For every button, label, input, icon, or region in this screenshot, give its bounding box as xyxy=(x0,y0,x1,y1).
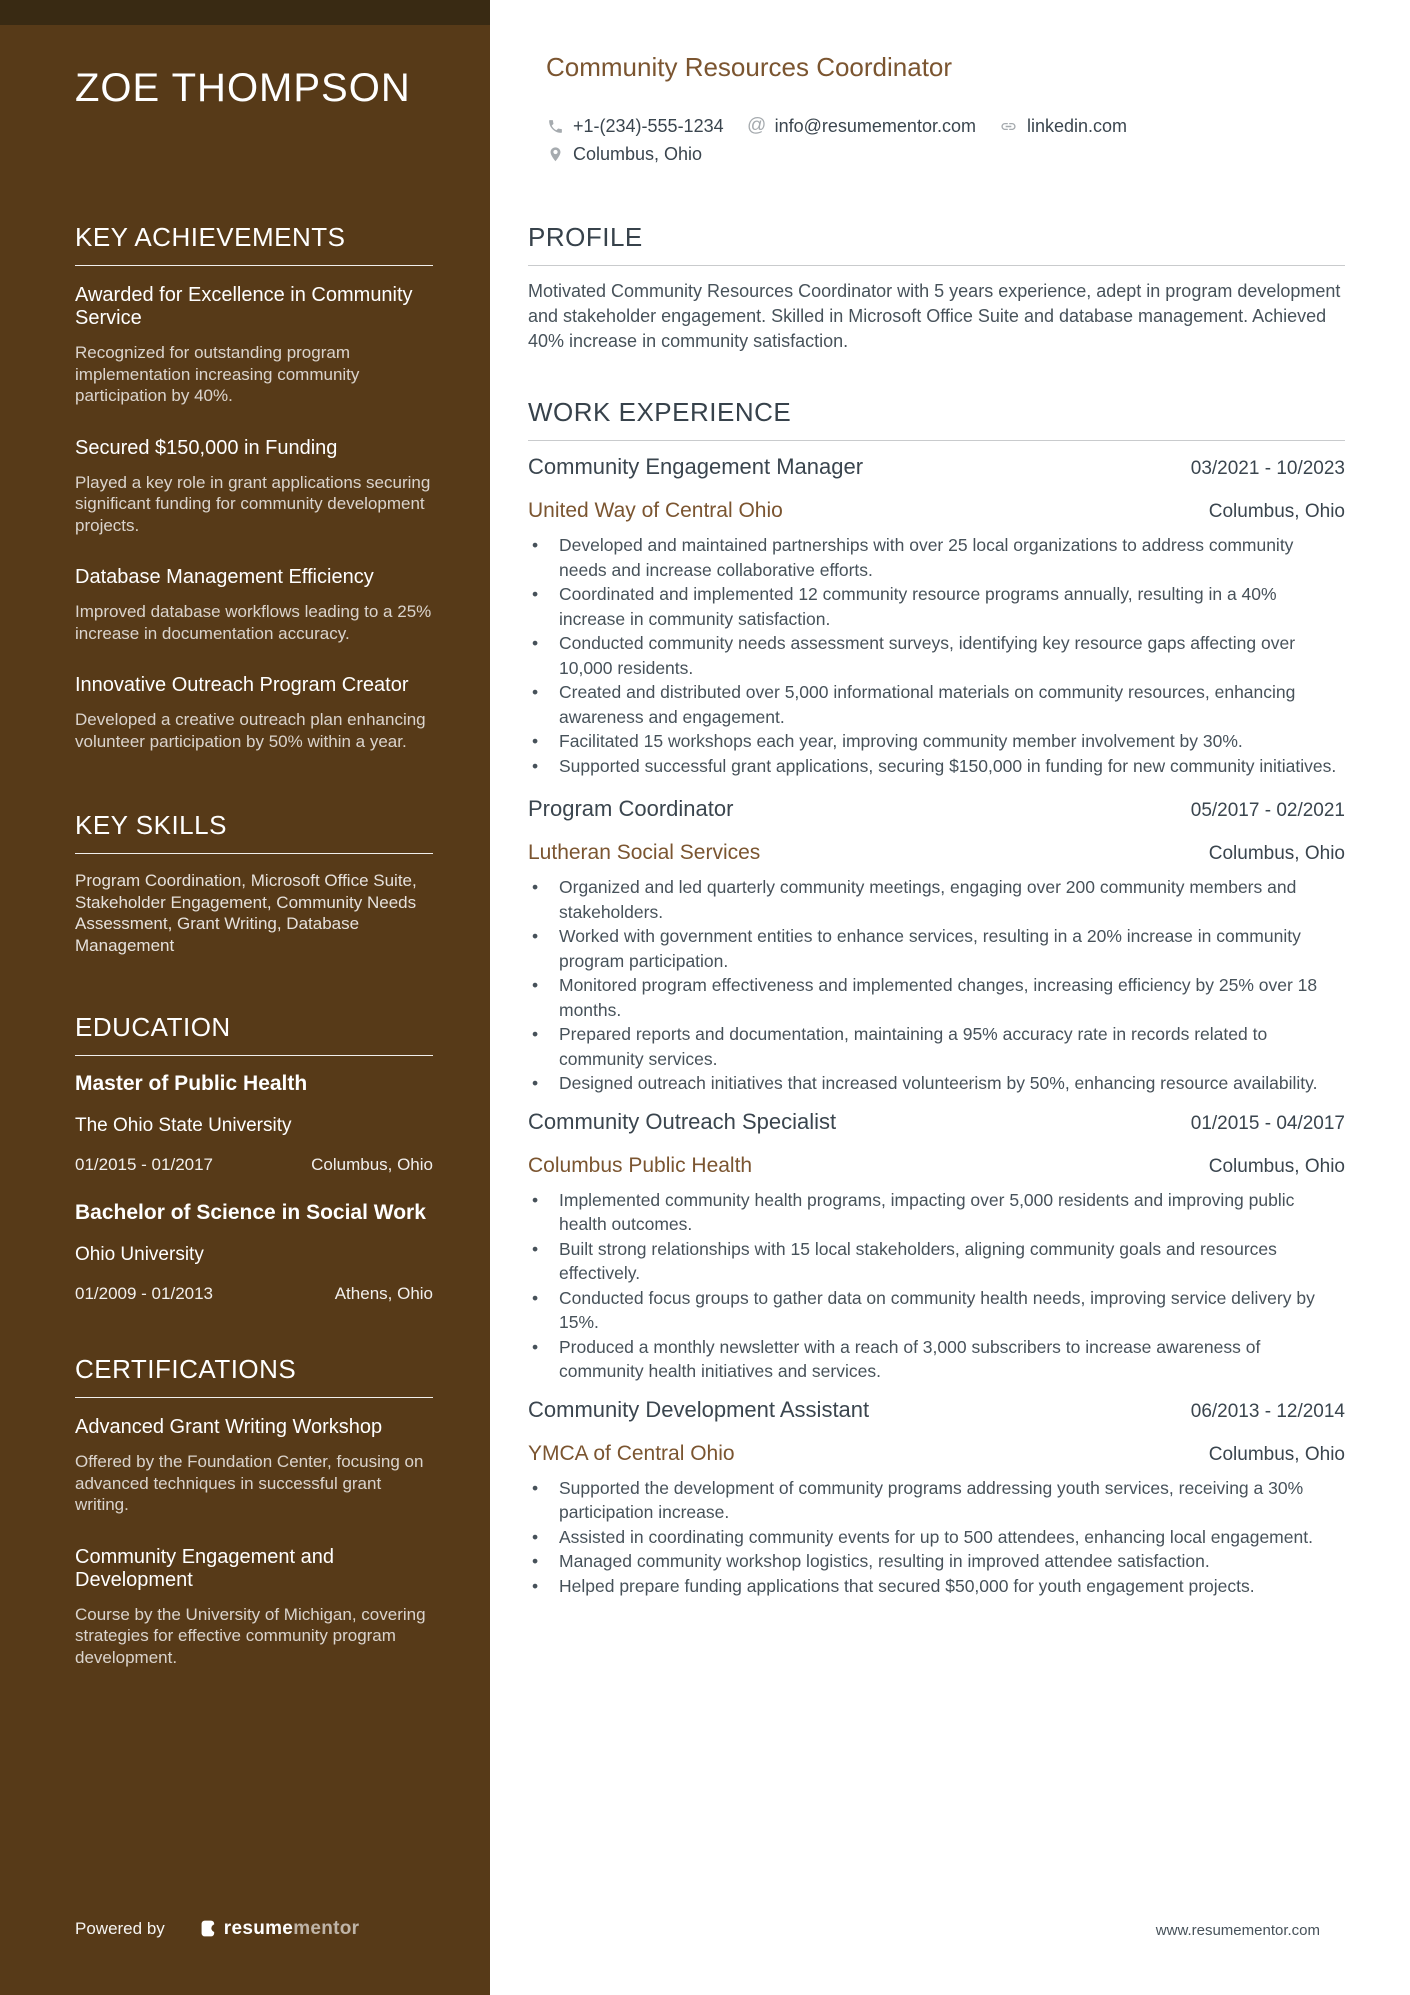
job-company: YMCA of Central Ohio xyxy=(528,1441,735,1465)
certification-title: Advanced Grant Writing Workshop xyxy=(75,1416,383,1438)
linkedin-handle: linkedin.com xyxy=(1026,116,1128,136)
job-company: Columbus Public Health xyxy=(528,1153,753,1177)
achievement-body: Played a key role in grant applications securing significant funding for community development projects. xyxy=(75,472,431,535)
job-location: Columbus, Ohio xyxy=(1208,1443,1345,1465)
email-contact[interactable] xyxy=(748,114,976,138)
achievement-title: Awarded for Excellence in Community Service xyxy=(75,284,413,329)
powered-by-footer xyxy=(75,1915,359,1942)
job-bullet: • Conducted community needs assessment surveys, identifying key resource gaps affecting over 10,000 residents. xyxy=(528,631,1345,680)
resumementor-logo-icon xyxy=(198,1915,220,1942)
certification-item xyxy=(75,1546,433,1669)
job-bullet-list xyxy=(528,533,1345,778)
key-skills-heading: KEY SKILLS xyxy=(75,810,227,840)
job-bullet-list xyxy=(528,875,1345,1096)
achievement-title: Database Management Efficiency xyxy=(75,566,374,588)
section-divider xyxy=(75,265,433,266)
job-entry xyxy=(528,1396,1345,1599)
job-bullet: • Worked with government entities to enhance services, resulting in a 20% increase in community program participation. xyxy=(528,924,1345,973)
job-bullet: • Organized and led quarterly community meetings, engaging over 200 community members and stakeholders. xyxy=(528,875,1345,924)
job-entry xyxy=(528,1108,1345,1384)
job-title: Community Engagement Manager xyxy=(528,454,864,479)
phone-number: +1-(234)-555-1234 xyxy=(573,116,724,136)
certifications-section xyxy=(75,1354,433,1668)
job-bullet: • Implemented community health programs, impacting over 5,000 residents and improving public health outcomes. xyxy=(528,1188,1345,1237)
degree-dates: 01/2015 - 01/2017 xyxy=(75,1155,214,1174)
linkedin-contact[interactable] xyxy=(1000,114,1127,138)
job-dates: 05/2017 - 02/2021 xyxy=(1190,800,1345,821)
job-bullet-list xyxy=(528,1476,1345,1599)
job-title: Community Development Assistant xyxy=(528,1396,870,1422)
profile-section xyxy=(528,222,1345,354)
phone-contact[interactable] xyxy=(546,114,724,138)
degree-location: Columbus, Ohio xyxy=(311,1155,433,1174)
job-title: Community Outreach Specialist xyxy=(528,1108,837,1134)
degree-school: Ohio University xyxy=(75,1244,204,1265)
job-bullet: • Created and distributed over 5,000 informational materials on community resources, enhancing awareness and engagement. xyxy=(528,680,1345,729)
job-dates: 01/2015 - 04/2017 xyxy=(1190,1112,1345,1134)
phone-icon xyxy=(546,117,564,135)
profile-heading: PROFILE xyxy=(528,222,643,252)
key-achievements-section xyxy=(75,222,433,752)
achievement-title: Secured $150,000 in Funding xyxy=(75,436,338,459)
job-bullet: • Built strong relationships with 15 local stakeholders, aligning community goals and resources effectively. xyxy=(528,1237,1345,1286)
location-text: Columbus, Ohio xyxy=(573,144,703,164)
section-divider xyxy=(528,265,1345,266)
degree-location: Athens, Ohio xyxy=(334,1284,433,1303)
resume-main xyxy=(490,0,1410,1995)
person-name: ZOE THOMPSON xyxy=(75,66,411,110)
achievement-body: Developed a creative outreach plan enhancing volunteer participation by 50% within a year. xyxy=(75,710,426,751)
resume-header xyxy=(546,52,1345,166)
job-bullet: • Coordinated and implemented 12 community resource programs annually, resulting in a 40% increase in community satisfaction. xyxy=(528,582,1345,631)
link-icon xyxy=(1000,117,1018,135)
location-pin-icon xyxy=(546,145,564,163)
job-company: Lutheran Social Services xyxy=(528,841,761,864)
achievement-item xyxy=(75,284,433,407)
degree-title: Master of Public Health xyxy=(75,1072,308,1095)
job-bullet: • Facilitated 15 workshops each year, improving community member involvement by 30%. xyxy=(528,729,1345,754)
achievement-body: Improved database workflows leading to a 25% increase in documentation accuracy. xyxy=(75,602,432,643)
contact-row xyxy=(546,114,1345,138)
job-dates: 03/2021 - 10/2023 xyxy=(1190,458,1345,479)
achievement-body: Recognized for outstanding program implementation increasing community participation by 40%. xyxy=(75,343,360,405)
job-location: Columbus, Ohio xyxy=(1208,843,1345,864)
job-bullet: • Designed outreach initiatives that increased volunteerism by 50%, enhancing resource availability. xyxy=(528,1071,1345,1096)
job-bullet: • Developed and maintained partnerships with over 25 local organizations to address community needs and increase collaborative efforts. xyxy=(528,533,1345,582)
job-bullet: • Produced a monthly newsletter with a reach of 3,000 subscribers to increase awareness of community health initiatives and services. xyxy=(528,1335,1345,1384)
job-bullet: • Assisted in coordinating community events for up to 500 attendees, enhancing local engagement. xyxy=(528,1525,1345,1550)
certification-item xyxy=(75,1416,433,1516)
section-divider xyxy=(75,1397,433,1398)
certification-body: Offered by the Foundation Center, focusing on advanced techniques in successful grant writing. xyxy=(75,1452,424,1514)
job-location: Columbus, Ohio xyxy=(1208,501,1345,522)
job-bullet: • Supported successful grant applications, securing $150,000 in funding for new community initiatives. xyxy=(528,754,1345,779)
job-company: United Way of Central Ohio xyxy=(528,499,783,522)
job-bullet: • Managed community workshop logistics, resulting in improved attendee satisfaction. xyxy=(528,1549,1345,1574)
key-skills-section xyxy=(75,810,433,956)
key-achievements-heading: KEY ACHIEVEMENTS xyxy=(75,222,346,252)
degree-title: Bachelor of Science in Social Work xyxy=(75,1201,426,1224)
job-bullet: • Supported the development of community programs addressing youth services, receiving a 30% participation increase. xyxy=(528,1476,1345,1525)
achievement-item xyxy=(75,437,433,537)
contact-row xyxy=(546,142,1345,166)
job-title: Program Coordinator xyxy=(528,796,734,821)
education-heading: EDUCATION xyxy=(75,1012,231,1042)
resumementor-wordmark xyxy=(224,1918,360,1940)
job-bullet: • Prepared reports and documentation, maintaining a 95% accuracy rate in records related to community services. xyxy=(528,1022,1345,1071)
achievement-item xyxy=(75,674,433,752)
resumementor-logo[interactable] xyxy=(198,1915,360,1942)
work-experience-section xyxy=(528,397,1345,1598)
degree-item xyxy=(75,1071,433,1175)
sidebar xyxy=(0,0,490,1995)
work-experience-heading: WORK EXPERIENCE xyxy=(528,397,792,427)
education-section xyxy=(75,1012,433,1304)
degree-item xyxy=(75,1200,433,1304)
brand-bold: resume xyxy=(223,1917,294,1939)
certification-title: Community Engagement and Development xyxy=(75,1545,335,1591)
job-bullet-list xyxy=(528,1188,1345,1384)
section-divider xyxy=(528,440,1345,441)
powered-by-label: Powered by xyxy=(75,1918,165,1938)
person-job-title: Community Resources Coordinator xyxy=(546,52,953,82)
job-bullet: • Monitored program effectiveness and implemented changes, increasing efficiency by 25% over 18 months. xyxy=(528,973,1345,1022)
certification-body: Course by the University of Michigan, covering strategies for effective community program development. xyxy=(75,1604,426,1667)
profile-text: Motivated Community Resources Coordinator with 5 years experience, adept in program development and stakeholder engagement. Skilled in Microsoft Office Suite and database management. Achieved 40% increase in community satisfaction. xyxy=(528,281,1341,351)
job-dates: 06/2013 - 12/2014 xyxy=(1190,1400,1345,1422)
skills-list: Program Coordination, Microsoft Office Suite, Stakeholder Engagement, Community Needs Assessment, Grant Writing, Database Management xyxy=(75,871,417,955)
degree-school: The Ohio State University xyxy=(75,1115,292,1136)
job-entry xyxy=(528,795,1345,1096)
job-bullet: • Conducted focus groups to gather data on community health needs, improving service delivery by 15%. xyxy=(528,1286,1345,1335)
website-link[interactable]: www.resumementor.com xyxy=(1155,1922,1320,1939)
email-at-icon: @ xyxy=(746,115,767,136)
achievement-item xyxy=(75,566,433,644)
brand-light: mentor xyxy=(293,1917,360,1939)
section-divider xyxy=(75,1055,433,1056)
job-location: Columbus, Ohio xyxy=(1208,1155,1345,1177)
location-contact xyxy=(546,142,702,166)
achievement-title: Innovative Outreach Program Creator xyxy=(75,674,409,696)
degree-dates: 01/2009 - 01/2013 xyxy=(75,1284,214,1303)
section-divider xyxy=(75,853,433,854)
job-entry xyxy=(528,453,1345,778)
job-bullet: • Helped prepare funding applications that secured $50,000 for youth engagement projects. xyxy=(528,1574,1345,1599)
certifications-heading: CERTIFICATIONS xyxy=(75,1354,297,1384)
sidebar-top-band xyxy=(0,0,490,25)
email-address: info@resumementor.com xyxy=(774,116,976,136)
